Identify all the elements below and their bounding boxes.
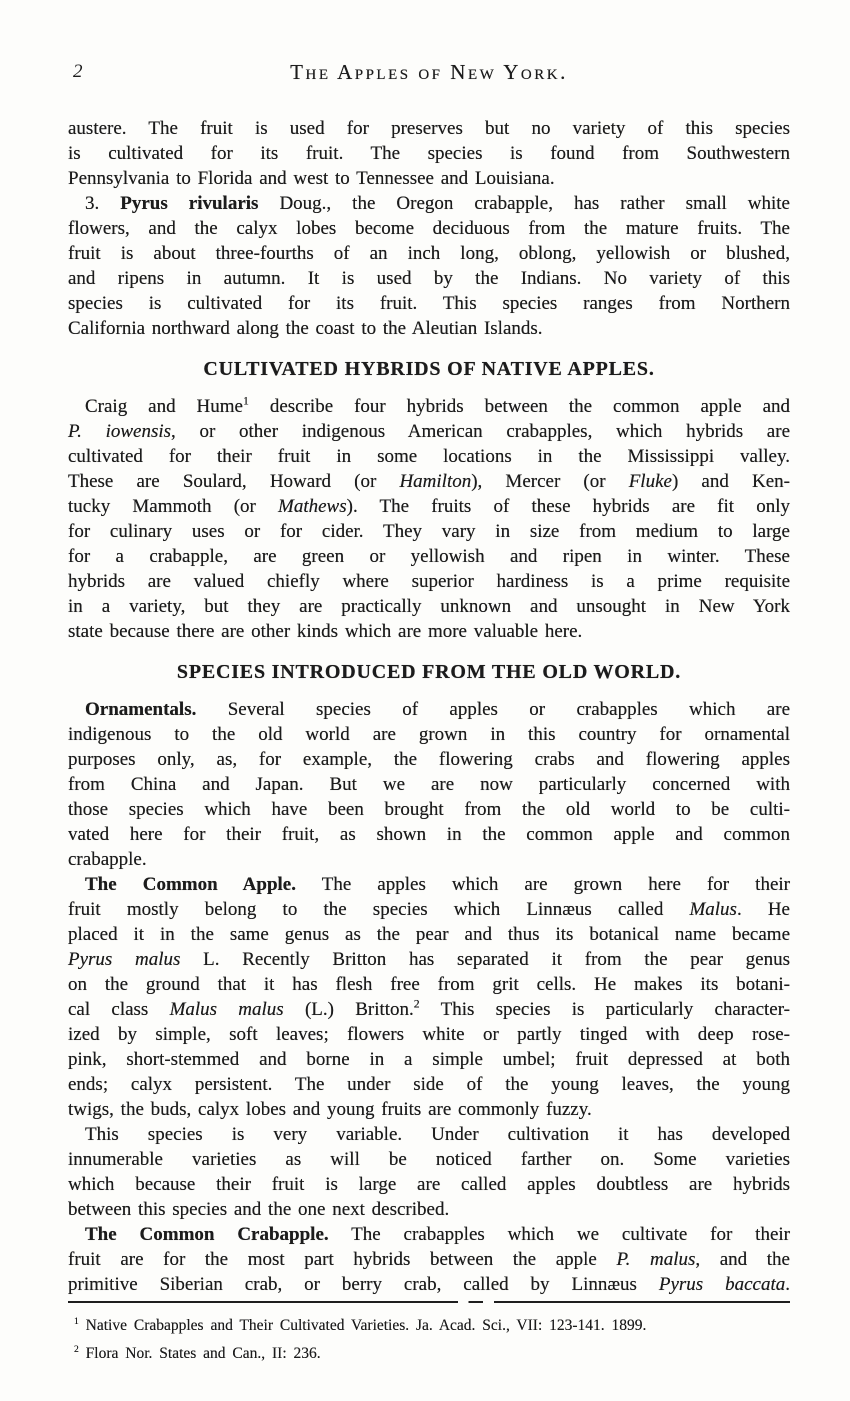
text-line: [68, 166, 790, 191]
text-run: L. Recently Britton has separated it from the pear genus: [180, 949, 790, 970]
text-line: [68, 216, 790, 241]
text-run: Pyrus baccata: [658, 1274, 786, 1295]
text-line: [68, 822, 790, 847]
paragraph: [68, 1122, 790, 1222]
text-run: .: [785, 1274, 790, 1295]
text-run: vated here for their fruit, as shown in the common apple and common: [68, 824, 790, 845]
text-line: [68, 619, 790, 644]
text-line: [68, 897, 790, 922]
text-run: which because their fruit is large are called apples doubtless are hybrids: [68, 1174, 790, 1195]
paragraph: [68, 394, 790, 644]
section-heading: SPECIES INTRODUCED FROM THE OLD WORLD.: [176, 661, 682, 683]
text-run: Ornamentals.: [85, 699, 197, 720]
text-run: ). The fruits of these hybrids are fit only: [346, 496, 790, 517]
text-run: state because there are other kinds which are more valuable here.: [68, 621, 583, 642]
text-line: [68, 747, 790, 772]
text-run: innumerable varieties as will be noticed farther on. Some varieties: [68, 1149, 790, 1170]
text-line: [68, 1197, 790, 1222]
text-line: [68, 947, 790, 972]
text-run: Flora Nor. States and Can., II: 236.: [78, 1344, 321, 1362]
text-line: [68, 847, 790, 872]
text-line: [68, 1147, 790, 1172]
footnote-divider: [68, 1301, 790, 1303]
text-line: [68, 191, 790, 216]
text-line: [68, 291, 790, 316]
text-line: [68, 594, 790, 619]
text-run: cal class: [68, 999, 170, 1020]
text-run: , and the: [695, 1249, 790, 1270]
text-line: [68, 722, 790, 747]
text-run: for culinary uses or for cider. They vary in size from medium to large: [68, 521, 790, 542]
text-line: [68, 494, 790, 519]
text-run: The Common Crabapple.: [85, 1224, 329, 1245]
text-line: [68, 997, 790, 1022]
text-line: [68, 469, 790, 494]
page-body: [68, 116, 790, 1297]
paragraph: [68, 1222, 790, 1297]
text-run: on the ground that it has flesh free from grit cells. He makes its botani-: [68, 974, 790, 995]
text-run: The crabapples which we cultivate for their: [328, 1224, 790, 1245]
text-run: tucky Mammoth (or: [68, 496, 279, 517]
text-run: ), Mercer (or: [471, 471, 629, 492]
text-run: ) and Ken-: [671, 471, 790, 492]
text-run: for a crabapple, are green or yellowish and ripen in winter. These: [68, 546, 790, 567]
text-run: Doug., the Oregon crabapple, has rather small white: [258, 193, 790, 214]
footnotes: [68, 1312, 790, 1367]
text-line: [68, 569, 790, 594]
paragraph: [68, 191, 790, 341]
text-line: [68, 141, 790, 166]
text-run: The apples which are grown here for their: [296, 874, 791, 895]
footnote-marker: 2: [74, 1343, 79, 1355]
paragraph: [68, 872, 790, 1122]
text-line: [68, 797, 790, 822]
text-line: [68, 1172, 790, 1197]
text-run: These are Soulard, Howard (or: [68, 471, 400, 492]
text-run: , or other indigenous American crabapples, which hybrids are: [171, 421, 790, 442]
text-line: [68, 419, 790, 444]
text-block: [68, 60, 790, 1367]
text-line: [68, 697, 790, 722]
text-line: [68, 316, 790, 341]
text-line: [68, 972, 790, 997]
footnote: [74, 1312, 790, 1340]
text-run: Pyrus rivularis: [120, 193, 259, 214]
text-run: species is cultivated for its fruit. This species ranges from Northern: [68, 293, 790, 314]
text-run: (L.) Britton.: [283, 999, 414, 1020]
text-line: [68, 1247, 790, 1272]
text-line: [68, 1222, 790, 1247]
text-line: [68, 266, 790, 291]
text-run: Malus malus: [169, 999, 284, 1020]
text-line: [68, 772, 790, 797]
text-run: Hamilton: [399, 471, 472, 492]
text-run: hybrids are valued chiefly where superior hardiness is a prime requisite: [68, 571, 790, 592]
text-run: fruit is about three-fourths of an inch long, oblong, yellowish or blushed,: [68, 243, 790, 264]
text-line: [68, 872, 790, 897]
text-run: fruit mostly belong to the species which Linnæus called: [68, 899, 690, 920]
text-run: This species is very variable. Under cultivation it has developed: [85, 1124, 790, 1145]
text-run: Several species of apples or crabapples which are: [196, 699, 790, 720]
text-run: cultivated for their fruit in some locations in the Mississippi valley.: [68, 446, 790, 467]
text-run: indigenous to the old world are grown in this country for ornamental: [68, 724, 790, 745]
text-run: and ripens in autumn. It is used by the Indians. No variety of this: [68, 268, 790, 289]
text-run: Malus: [689, 899, 737, 920]
text-run: is cultivated for its fruit. The species is found from Southwestern: [68, 143, 790, 164]
section-heading: CULTIVATED HYBRIDS OF NATIVE APPLES.: [203, 358, 655, 380]
text-line: [68, 116, 790, 141]
text-run: Native Crabapples and Their Cultivated Varieties. Ja. Acad. Sci., VII: 123-141. 1899.: [78, 1317, 647, 1334]
text-run: ized by simple, soft leaves; flowers white or partly tinged with deep rose-: [68, 1024, 790, 1045]
text-line: [68, 394, 790, 419]
text-run: from China and Japan. But we are now particularly concerned with: [68, 774, 790, 795]
text-run: austere. The fruit is used for preserves but no variety of this species: [68, 118, 790, 139]
text-run: describe four hybrids between the common apple and: [248, 396, 790, 417]
text-run: Pennsylvania to Florida and west to Tennessee and Louisiana.: [68, 168, 555, 189]
footnote-marker: 1: [74, 1315, 79, 1327]
footnote-marker: 1: [242, 394, 249, 408]
page-header: [68, 60, 790, 88]
text-run: pink, short-stemmed and borne in a simple umbel; fruit depressed at both: [68, 1049, 790, 1070]
text-run: ends; calyx persistent. The under side of the young leaves, the young: [68, 1074, 790, 1095]
text-line: [68, 1047, 790, 1072]
text-run: 3.: [85, 193, 121, 214]
text-run: P. iowensis: [68, 421, 172, 442]
text-run: Craig and Hume: [85, 396, 243, 417]
paragraph: [68, 697, 790, 872]
text-run: The Common Apple.: [85, 874, 296, 895]
text-line: [68, 544, 790, 569]
text-run: in a variety, but they are practically unknown and unsought in New York: [68, 596, 790, 617]
text-line: [68, 444, 790, 469]
text-run: . He: [736, 899, 790, 920]
text-run: placed it in the same genus as the pear and thus its botanical name became: [68, 924, 790, 945]
text-run: P. malus: [616, 1249, 696, 1270]
text-run: Pyrus malus: [68, 949, 181, 970]
text-line: [68, 519, 790, 544]
text-run: fruit are for the most part hybrids between the apple: [68, 1249, 617, 1270]
text-run: those species which have been brought from the old world to be culti-: [68, 799, 790, 820]
text-run: crabapple.: [68, 849, 147, 870]
text-line: [68, 1097, 790, 1122]
footnote-marker: 2: [413, 997, 420, 1011]
text-run: This species is particularly character-: [419, 999, 790, 1020]
running-title: The Apples of New York.: [290, 60, 568, 84]
text-run: Mathews: [278, 496, 347, 517]
text-line: [68, 1122, 790, 1147]
text-run: flowers, and the calyx lobes become deciduous from the mature fruits. The: [68, 218, 790, 239]
text-run: Fluke: [628, 471, 672, 492]
text-run: between this species and the one next described.: [68, 1199, 450, 1220]
text-line: [68, 241, 790, 266]
text-run: purposes only, as, for example, the flowering crabs and flowering apples: [68, 749, 790, 770]
text-line: [68, 1022, 790, 1047]
text-run: California northward along the coast to the Aleutian Islands.: [68, 318, 543, 339]
text-run: twigs, the buds, calyx lobes and young fruits are commonly fuzzy.: [68, 1099, 592, 1120]
text-line: [68, 922, 790, 947]
text-line: [68, 1272, 790, 1297]
text-run: primitive Siberian crab, or berry crab, called by Linnæus: [68, 1274, 659, 1295]
footnote: [74, 1340, 790, 1368]
text-line: [68, 1072, 790, 1097]
paragraph: [68, 116, 790, 191]
page-number: 2: [73, 61, 83, 82]
